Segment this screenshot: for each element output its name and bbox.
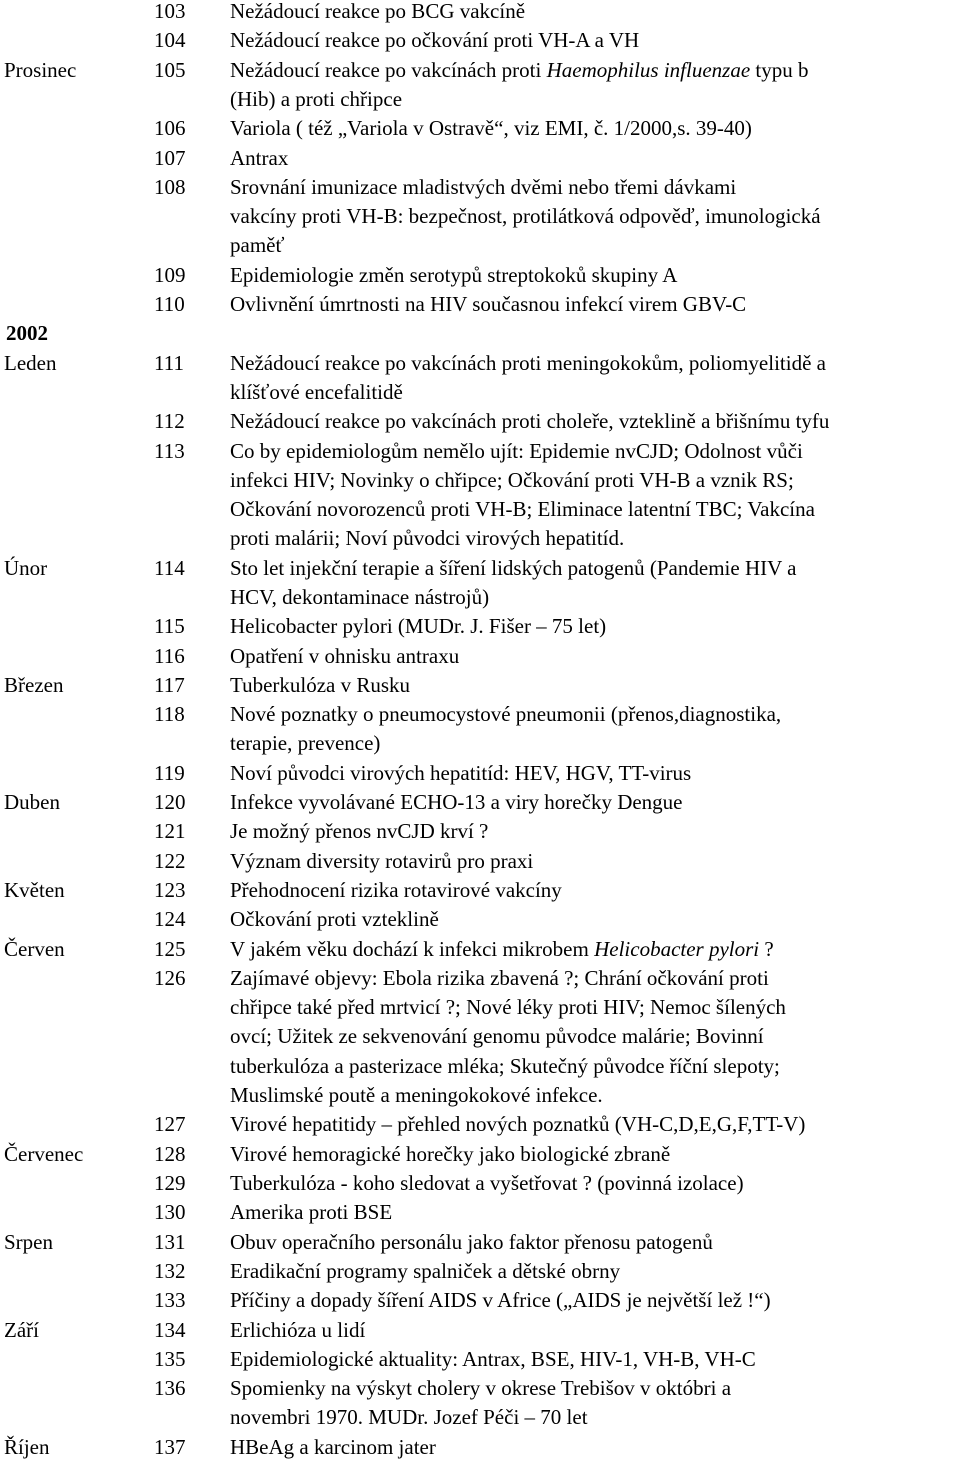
entry-title-line: Spomienky na výskyt cholery v okrese Trebišov v októbri a [230,1376,732,1401]
entry-title-line: Muslimské poutě a meningokokové infekce. [230,1083,603,1108]
entry-title-line: Tuberkulóza v Rusku [230,672,411,697]
entry-title-line: Nežádoucí reakce po vakcínách proti Haemophilus influenzae typu b [230,57,809,82]
entry-title-line: Přehodnocení rizika rotavirové vakcíny [230,878,562,902]
entry-title [230,173,958,261]
entry-number: 129 [154,1171,186,1195]
entry-title-line: Erlichióza u lidí [230,1317,366,1342]
entry-number: 104 [154,28,186,53]
entry-month: Červenec [4,1141,84,1166]
entry-title-line: proti malárii; Noví původci virových hepatitíd. [230,526,625,551]
entry-title-line: Antrax [230,145,289,170]
entry-title [230,817,958,846]
entry-title [230,261,958,290]
entry-title [230,612,958,641]
entry-title-line: Je možný přenos nvCJD krví ? [230,819,489,844]
entry-title-line: ovcí; Užitek ze sekvenování genomu původce malárie; Bovinní [230,1024,764,1049]
entry-title [230,1198,958,1227]
entry-title-line: Tuberkulóza - koho sledovat a vyšetřovat ? (povinná izolace) [230,1171,744,1195]
entry-title-line: (Hib) a proti chřipce [230,86,403,111]
entry-title-line: Nežádoucí reakce po BCG vakcíně [230,0,526,23]
entry-title-line: Význam diversity rotavirů pro praxi [230,848,534,873]
entry-title [230,1345,958,1374]
entry-title-line: Obuv operačního personálu jako faktor přenosu patogenů [230,1229,713,1254]
entry-number: 135 [154,1346,186,1371]
entry-number: 130 [154,1200,186,1225]
entry-number: 126 [154,965,186,990]
entry-number: 124 [154,907,186,932]
entry-number: 105 [154,57,186,82]
entry-title-line: Očkování proti vzteklině [230,907,439,932]
entry-month: Březen [4,672,64,697]
entry-title [230,876,958,905]
entry-title [230,1286,958,1315]
entry-month: Únor [4,555,48,580]
entry-title [230,1374,958,1433]
entry-title [230,554,958,613]
entry-title [230,759,958,788]
entry-number: 134 [154,1317,186,1342]
entry-number: 123 [154,878,186,902]
entry-number: 137 [154,1434,186,1459]
entry-month: Srpen [4,1229,53,1254]
entry-title-line: Epidemiologie změn serotypů streptokoků skupiny A [230,262,678,287]
entry-title-line: tuberkulóza a pasterizace mléka; Skutečný původce říční slepoty; [230,1053,780,1078]
entry-title [230,1110,958,1139]
entry-title-line: V jakém věku dochází k infekci mikrobem Helicobacter pylori ? [230,936,774,961]
entry-title [230,671,958,700]
entry-number: 107 [154,145,186,170]
entry-title [230,1228,958,1257]
entry-number: 114 [154,555,185,580]
entry-title-line: Příčiny a dopady šíření AIDS v Africe („AIDS je největší lež !“) [230,1288,771,1313]
entry-title-line: Nežádoucí reakce po vakcínách proti choleře, vzteklině a břišnímu tyfu [230,409,830,434]
entry-number: 110 [154,292,185,316]
entry-title [230,847,958,876]
entry-month: Květen [4,878,65,902]
entry-title-line: infekci HIV; Novinky o chřipce; Očkování proti VH-B a vznik RS; [230,467,794,492]
entry-title-line: Infekce vyvolávané ECHO-13 a viry horečky Dengue [230,790,683,815]
entry-title-line: Ovlivnění úmrtnosti na HIV současnou infekcí virem GBV-C [230,292,747,316]
entry-title-line: Virové hemoragické horečky jako biologické zbraně [230,1141,671,1166]
entry-number: 136 [154,1376,186,1401]
entry-title [230,56,958,115]
entry-number: 121 [154,819,186,844]
entry-title [230,700,958,759]
entry-title [230,437,958,554]
entry-title-line: terapie, prevence) [230,731,381,756]
entry-title [230,1169,958,1198]
entry-number: 118 [154,702,185,727]
entry-number: 128 [154,1141,186,1166]
entry-title [230,26,958,55]
entry-month: Leden [4,350,57,375]
entry-title-line: chřipce také před mrtvicí ?; Nové léky proti HIV; Nemoc šílených [230,995,786,1020]
entry-number: 109 [154,262,186,287]
entry-title [230,1140,958,1169]
entry-number: 103 [154,0,186,23]
entry-title-line: Helicobacter pylori (MUDr. J. Fišer – 75 let) [230,614,607,639]
entry-title-line: Zajímavé objevy: Ebola rizika zbavená ?; Chrání očkování proti [230,965,769,990]
entry-number: 113 [154,438,185,463]
entry-number: 117 [154,672,185,697]
entry-number: 106 [154,116,186,141]
entry-title-line: Očkování novorozenců proti VH-B; Eliminace latentní TBC; Vakcína [230,497,815,522]
entry-title-line: klíšťové encefalitidě [230,379,403,404]
entry-title [230,114,958,143]
entry-title-line: HBeAg a karcinom jater [230,1434,436,1459]
entry-title [230,1433,958,1462]
entry-title [230,642,958,671]
entry-title [230,905,958,934]
entry-title [230,935,958,964]
entry-title [230,407,958,436]
entry-title-line: Sto let injekční terapie a šíření lidských patogenů (Pandemie HIV a [230,555,797,580]
entry-month: Červen [4,936,65,961]
entry-title-line: Nové poznatky o pneumocystové pneumonii (přenos,diagnostika, [230,702,782,727]
entry-title [230,0,958,26]
entry-title-line: Opatření v ohnisku antraxu [230,643,460,668]
entry-title-line: Eradikační programy spalniček a dětské obrny [230,1258,621,1283]
entry-title [230,349,958,408]
year-heading: 2002 [6,321,48,346]
entry-number: 119 [154,760,185,785]
entry-title-line: HCV, dekontaminace nástrojů) [230,584,490,609]
entry-title [230,144,958,173]
entry-title-line: novembri 1970. MUDr. Jozef Péči – 70 let [230,1405,588,1430]
entry-month: Prosinec [4,57,77,82]
entry-number: 108 [154,174,186,199]
entry-title-line: Nežádoucí reakce po vakcínách proti meningokokům, poliomyelitidě a [230,350,826,375]
entry-number: 133 [154,1288,186,1313]
entry-month: Říjen [4,1434,50,1459]
entry-month: Duben [4,790,60,815]
entry-number: 111 [154,350,184,375]
entry-title-line: Nežádoucí reakce po očkování proti VH-A a VH [230,28,640,53]
entry-title [230,290,958,319]
entry-number: 120 [154,790,186,815]
entry-number: 122 [154,848,186,873]
entry-number: 116 [154,643,185,668]
entry-title-line: Co by epidemiologům nemělo ujít: Epidemie nvCJD; Odolnost vůči [230,438,803,463]
entry-title [230,788,958,817]
entry-title-line: Srovnání imunizace mladistvých dvěmi nebo třemi dávkami [230,174,737,199]
entry-title-line: Virové hepatitidy – přehled nových poznatků (VH-C,D,E,G,F,TT-V) [230,1112,806,1137]
entry-title [230,1316,958,1345]
entry-title [230,964,958,1110]
entry-number: 115 [154,614,185,639]
entry-title-line: paměť [230,233,285,258]
entry-title-line: Variola ( též „Variola v Ostravě“, viz EMI, č. 1/2000,s. 39-40) [230,116,752,141]
entry-title-line: Epidemiologické aktuality: Antrax, BSE, HIV-1, VH-B, VH-C [230,1346,756,1371]
entry-title [230,1257,958,1286]
entry-month: Září [4,1317,39,1342]
entry-number: 125 [154,936,186,961]
entry-number: 132 [154,1258,186,1283]
entry-number: 112 [154,409,185,434]
entry-number: 127 [154,1112,186,1137]
entry-title-line: Noví původci virových hepatitíd: HEV, HGV, TT-virus [230,760,692,785]
entry-number: 131 [154,1229,186,1254]
entry-title-line: vakcíny proti VH-B: bezpečnost, protilátková odpověď, imunologická [230,204,821,229]
entry-title-line: Amerika proti BSE [230,1200,393,1225]
